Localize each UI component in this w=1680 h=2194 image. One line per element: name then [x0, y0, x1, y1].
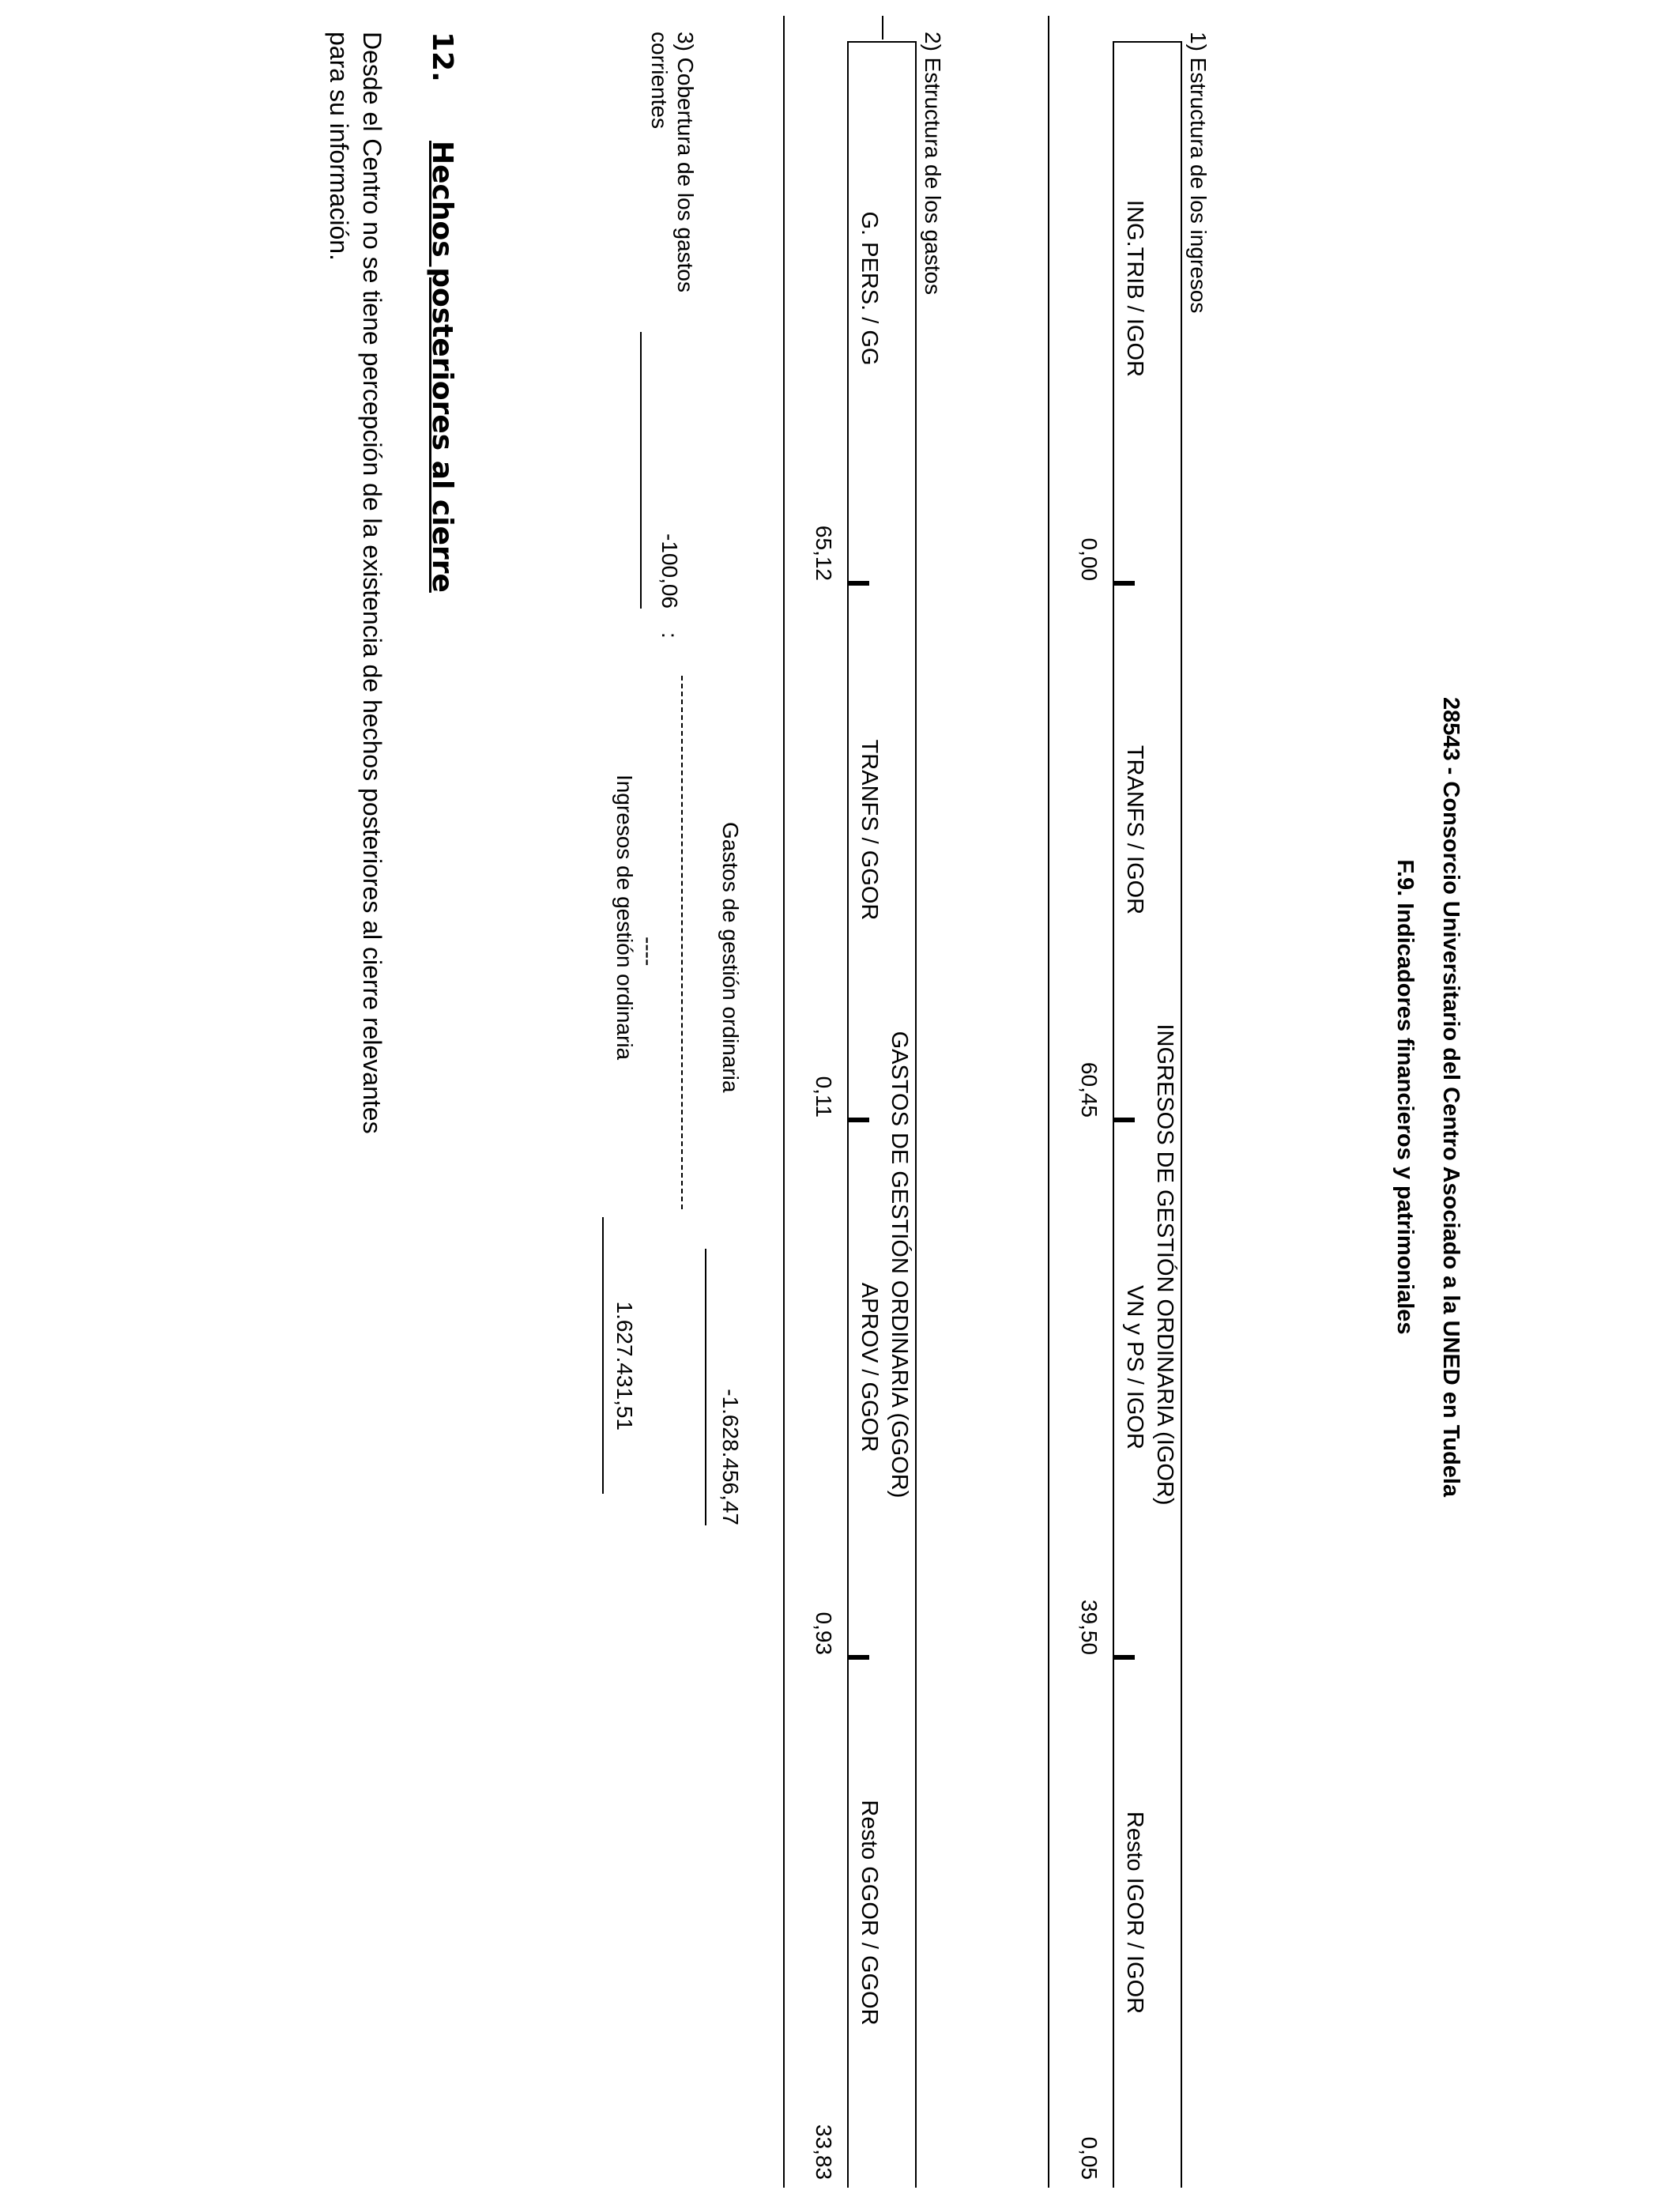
ingresos-table-mid-border	[1113, 41, 1114, 2188]
ingresos-section-label: 1) Estructura de los ingresos	[1186, 32, 1211, 314]
cobertura-denominator-value: 1.627.431,51	[612, 1301, 637, 1431]
gastos-group-header: GASTOS DE GESTIÓN ORDINARIA (GGOR)	[887, 1031, 912, 1498]
section-12-text-line1: Desde el Centro no se tiene percepción de la existencia de hechos posteriores al cierre relevantes	[358, 32, 386, 1134]
gastos-table-mid-border	[847, 41, 849, 2188]
cobertura-numerator-value: -1.628.456,47	[718, 1389, 743, 1525]
report-subtitle: F.9. Indicadores financieros y patrimoniales	[1392, 859, 1418, 1335]
ingresos-table-bottom-border	[1048, 16, 1049, 2188]
ingresos-value-resto: 0,05	[1077, 2136, 1102, 2180]
cobertura-denominator-label: Ingresos de gestión ordinaria	[612, 775, 637, 1061]
gastos-tick-1	[849, 581, 869, 586]
ingresos-tick-1	[1114, 581, 1135, 586]
ingresos-value-ing-trib: 0,00	[1077, 537, 1102, 581]
report-title: 28543 - Consorcio Universitario del Centro Asociado a la UNED en Tudela	[1438, 696, 1463, 1498]
ingresos-col-tranfs: TRANFS / IGOR	[1122, 745, 1147, 915]
ingresos-table-left-border	[1114, 41, 1182, 43]
gastos-col-resto: Resto GGOR / GGOR	[857, 1800, 882, 2026]
gastos-value-aprov: 0,93	[812, 1612, 836, 1655]
cobertura-fraction-line	[681, 676, 683, 1209]
cobertura-value-underline	[640, 332, 642, 609]
gastos-col-g-pers: G. PERS. / GG	[857, 211, 882, 366]
gastos-section-label: 2) Estructura de los gastos	[921, 32, 945, 296]
gastos-value-tranfs: 0,11	[812, 1076, 836, 1118]
cobertura-numerator-label: Gastos de gestión ordinaria	[718, 822, 743, 1093]
section-12-number: 12.	[426, 32, 458, 82]
ingresos-col-ing-trib: ING.TRIB / IGOR	[1122, 200, 1147, 377]
cobertura-separator: ----	[636, 937, 661, 967]
ingresos-value-vn-ps: 39,50	[1077, 1599, 1102, 1655]
gastos-table-top-border	[915, 41, 917, 2188]
gastos-table-bottom-border	[783, 16, 785, 2188]
ingresos-tick-2	[1114, 1118, 1135, 1122]
section-12-paragraph	[322, 32, 389, 1138]
ingresos-col-resto: Resto IGOR / IGOR	[1122, 1811, 1147, 2015]
ingresos-value-tranfs: 60,45	[1077, 1061, 1102, 1118]
ingresos-tick-3	[1114, 1655, 1135, 1660]
ingresos-table-top-border	[1181, 41, 1182, 2188]
gastos-tick-2	[849, 1118, 869, 1122]
cobertura-colon: :	[657, 632, 682, 639]
gastos-table-left-border	[849, 41, 917, 43]
cobertura-label-line2: corrientes	[647, 32, 672, 129]
gastos-value-resto: 33,83	[812, 2124, 836, 2180]
ingresos-col-vn-ps: VN y PS / IGOR	[1122, 1285, 1147, 1449]
ingresos-group-header: INGRESOS DE GESTIÓN ORDINARIA (IGOR)	[1152, 1023, 1177, 1506]
cobertura-numerator-underline	[705, 1249, 706, 1525]
section-12-title: Hechos posteriores al cierre	[426, 141, 458, 593]
cobertura-denominator-underline	[602, 1217, 604, 1494]
cobertura-label-line1: 3) Cobertura de los gastos	[673, 32, 698, 292]
cobertura-value: -100,06	[657, 533, 682, 609]
section-12-text-line2: para su información.	[325, 32, 353, 261]
gastos-col-tranfs: TRANFS / GGOR	[857, 739, 882, 921]
gastos-table-edge-mark	[882, 16, 883, 40]
gastos-tick-3	[849, 1655, 869, 1660]
gastos-value-g-pers: 65,12	[812, 525, 836, 581]
gastos-col-aprov: APROV / GGOR	[857, 1282, 882, 1453]
